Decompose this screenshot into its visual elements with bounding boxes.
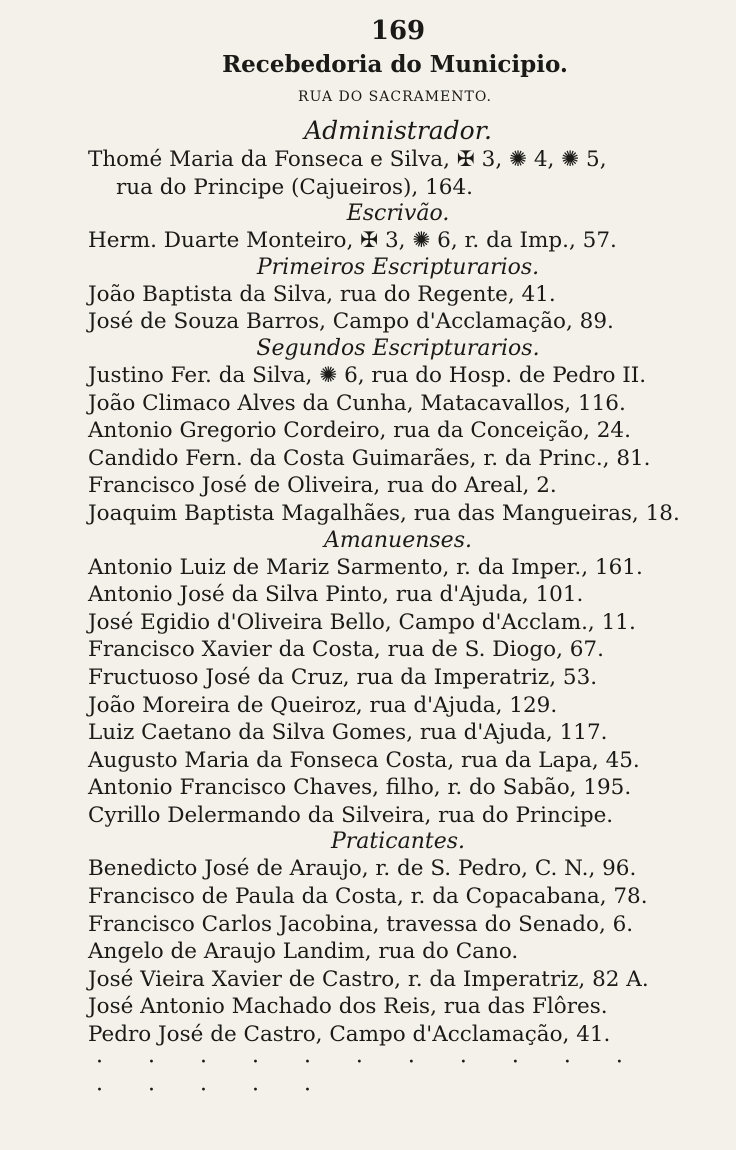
closing-dots: · · · · · · · · · · · · · · · · (96, 1049, 642, 1103)
section-heading-amanuenses: Amanuenses. (324, 527, 472, 553)
list-item: Antonio Francisco Chaves, filho, r. do Sabão, 195. (88, 775, 632, 801)
list-item: Angelo de Araujo Landim, rua do Cano. (88, 939, 519, 965)
list-item: Fructuoso José da Cruz, rua da Imperatriz, 53. (88, 664, 598, 690)
list-item: Benedicto José de Araujo, r. de S. Pedro, C. N., 96. (88, 856, 637, 882)
list-item: Candido Fern. da Costa Guimarães, r. da Princ., 81. (88, 445, 651, 471)
list-item: Francisco Xavier da Costa, rua de S. Diogo, 67. (88, 637, 604, 663)
section-heading-primeiros-escripturarios: Primeiros Escripturarios. (256, 254, 540, 280)
list-item: Antonio Luiz de Mariz Sarmento, r. da Imper., 161. (88, 554, 643, 580)
list-item: rua do Principe (Cajueiros), 164. (116, 174, 473, 200)
list-item: José Vieira Xavier de Castro, r. da Imperatriz, 82 A. (88, 966, 649, 992)
section-heading-segundos-escripturarios: Segundos Escripturarios. (256, 335, 540, 361)
list-item: Antonio Gregorio Cordeiro, rua da Conceição, 24. (88, 418, 631, 444)
list-item: José Antonio Machado dos Reis, rua das Flôres. (88, 994, 608, 1020)
list-item: Luiz Caetano da Silva Gomes, rua d'Ajuda, 117. (88, 720, 608, 746)
list-item: Joaquim Baptista Magalhães, rua das Mangueiras, 18. (88, 500, 680, 526)
list-item: Francisco de Paula da Costa, r. da Copacabana, 78. (88, 884, 648, 910)
section-heading-administrador: Administrador. (304, 116, 492, 145)
list-item: José de Souza Barros, Campo d'Acclamação, 89. (88, 309, 614, 335)
list-item: João Baptista da Silva, rua do Regente, 41. (88, 281, 556, 307)
office-title: Recebedoria do Municipio. (222, 51, 568, 78)
section-heading-praticantes: Praticantes. (330, 829, 466, 855)
list-item: Augusto Maria da Fonseca Costa, rua da Lapa, 45. (88, 747, 640, 773)
section-heading-escrivao: Escrivão. (346, 201, 450, 227)
list-item: Francisco Carlos Jacobina, travessa do Senado, 6. (88, 911, 634, 937)
list-item: Antonio José da Silva Pinto, rua d'Ajuda, 101. (88, 582, 584, 608)
document-page (88, 14, 688, 1105)
list-item: Cyrillo Delermando da Silveira, rua do Principe. (88, 802, 614, 828)
street-heading: RUA DO SACRAMENTO. (298, 89, 492, 105)
page-number: 169 (370, 16, 426, 46)
list-item: Thomé Maria da Fonseca e Silva, ✠ 3, ✺ 4, ✺ 5, (88, 147, 607, 172)
list-item: João Climaco Alves da Cunha, Matacavallos, 116. (88, 390, 626, 416)
list-item: Herm. Duarte Monteiro, ✠ 3, ✺ 6, r. da Imp., 57. (88, 228, 617, 254)
list-item: José Egidio d'Oliveira Bello, Campo d'Acclam., 11. (88, 609, 636, 635)
list-item: João Moreira de Queiroz, rua d'Ajuda, 129. (88, 692, 558, 718)
list-item: Justino Fer. da Silva, ✺ 6, rua do Hosp. de Pedro II. (88, 362, 647, 388)
list-item: Francisco José de Oliveira, rua do Areal, 2. (88, 473, 557, 499)
list-item: Pedro José de Castro, Campo d'Acclamação, 41. (88, 1022, 611, 1048)
